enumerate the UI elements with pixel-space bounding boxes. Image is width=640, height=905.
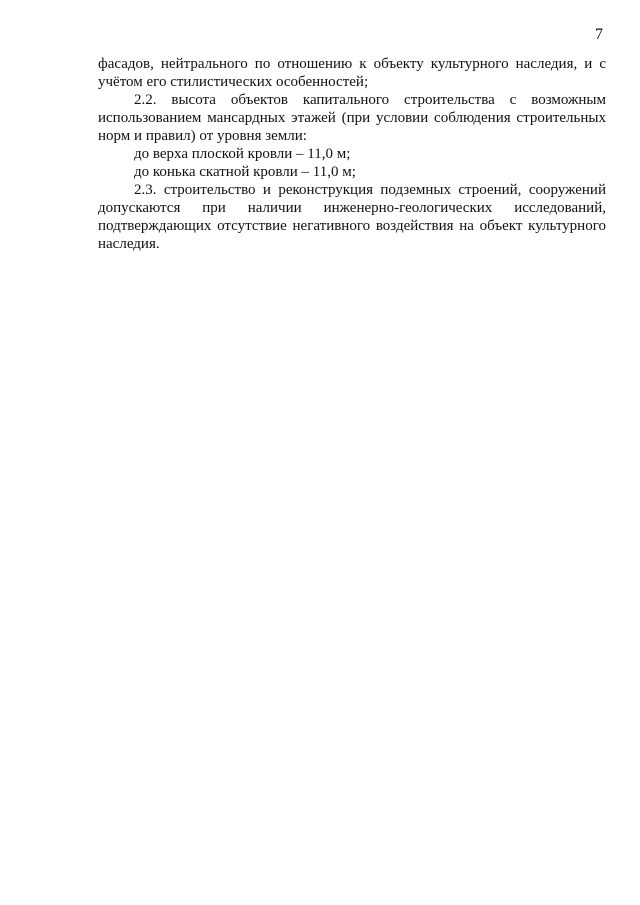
page-number: 7 — [595, 26, 603, 43]
document-body — [98, 55, 606, 253]
paragraph-2-2-height: 2.2. высота объектов капитального строительства с возможным использованием мансардных этажей (при условии соблюдения строительных норм и правил) от уровня земли: — [98, 92, 606, 144]
height-item-pitched-roof: до конька скатной кровли – 11,0 м; — [134, 164, 356, 180]
paragraph-2-3-underground: 2.3. строительство и реконструкция подземных строений, сооружений допускаются при наличии инженерно-геологических исследований, подтверждающих отсутствие негативного воздействия на объект культурного наследия. — [98, 182, 606, 252]
paragraph-facades: фасадов, нейтрального по отношению к объекту культурного наследия, и с учётом его стилистических особенностей; — [98, 56, 606, 90]
height-item-flat-roof: до верха плоской кровли – 11,0 м; — [134, 146, 351, 162]
